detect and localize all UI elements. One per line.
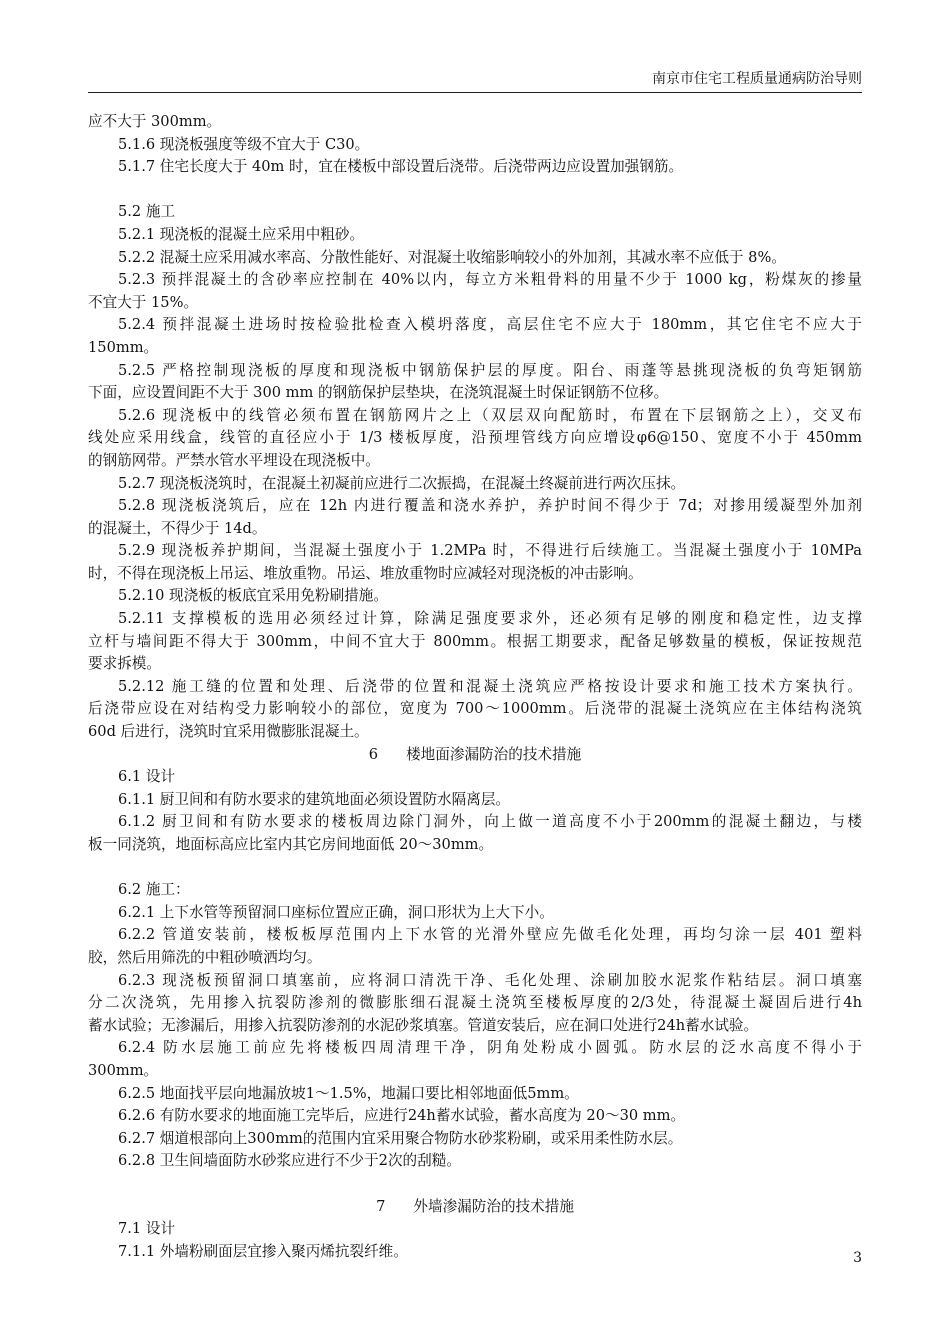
text-line: 胶，然后用筛洗的中粗砂喷洒均匀。 (88, 948, 322, 966)
section-heading-6-1: 6.1 设计 (118, 768, 176, 786)
clause-5-2-2: 5.2.2 混凝土应采用减水率高、分散性能好、对混凝土收缩影响较小的外加剂，其减水率不应低于 8%。 (118, 248, 786, 266)
clause-7-1-1: 7.1.1 外墙粉刷面层宜掺入聚丙烯抗裂纤维。 (118, 1242, 408, 1260)
chapter-title: 楼地面渗漏防治的技术措施 (406, 745, 582, 763)
blank-line (88, 1173, 862, 1196)
clause-6-2-2: 6.2.2 管道安装前，楼板板厚范围内上下水管的光滑外壁应先做毛化处理，再均匀涂一层 401 塑料 (118, 926, 862, 944)
clause-5-2-8: 5.2.8 现浇板浇筑后，应在 12h 内进行覆盖和浇水养护，养护时间不得少于 7d；对掺用缓凝型外加剂 (118, 497, 862, 515)
text-line: 板一同浇筑，地面标高应比室内其它房间地面低 20～30mm。 (88, 836, 494, 853)
clause-6-2-8: 6.2.8 卫生间墙面防水砂浆应进行不少于2次的刮糙。 (118, 1152, 461, 1170)
chapter-number: 6 (368, 745, 379, 763)
clause-5-1-7: 5.1.7 住宅长度大于 40m 时，宜在楼板中部设置后浇带。后浇带两边应设置加强钢筋。 (118, 158, 684, 176)
blank-line (88, 179, 862, 202)
text-line: 蓄水试验；无渗漏后，用掺入抗裂防渗剂的水泥砂浆填塞。管道安装后，应在洞口处进行24h蓄水试验。 (88, 1016, 759, 1034)
text-line: 分二次浇筑，先用掺入抗裂防渗剂的微膨胀细石混凝土浇筑至楼板厚度的2/3处，待混凝土凝固后进行4h (88, 994, 862, 1012)
clause-6-2-5: 6.2.5 地面找平层向地漏放坡1～1.5%，地漏口要比相邻地面低5mm。 (118, 1084, 579, 1102)
text-line: 300mm。 (88, 1061, 159, 1079)
clause-5-2-11: 5.2.11 支撑模板的选用必须经过计算，除满足强度要求外，还必须有足够的刚度和稳定性，边支撑 (118, 610, 862, 628)
clause-5-2-10: 5.2.10 现浇板的板底宜采用免粉刷措施。 (118, 587, 388, 605)
text-line: 时，不得在现浇板上吊运、堆放重物。吊运、堆放重物时应减轻对现浇板的冲击影响。 (88, 564, 643, 582)
running-header: 南京市住宅工程质量通病防治导则 (652, 71, 862, 87)
clause-5-2-7: 5.2.7 现浇板浇筑时，在混凝土初凝前应进行二次振捣，在混凝土终凝前进行两次压抹。 (118, 474, 686, 492)
clause-6-2-7: 6.2.7 烟道根部向上300mm的范围内宜采用聚合物防水砂浆粉刷，或采用柔性防水层。 (118, 1129, 683, 1147)
text-line: 的混凝土，不得少于 14d。 (88, 519, 267, 537)
text-line: 应不大于 300mm。 (88, 113, 222, 130)
chapter-number: 7 (376, 1197, 386, 1215)
clause-6-1-1: 6.1.1 厨卫间和有防水要求的建筑地面必须设置防水隔离层。 (118, 790, 511, 808)
clause-6-2-4: 6.2.4 防水层施工前应先将楼板四周清理干净，阴角处粉成小圆弧。防水层的泛水高度不得小于 (118, 1039, 862, 1057)
clause-6-2-3: 6.2.3 现浇板预留洞口填塞前，应将洞口清洗干净、毛化处理、涂刷加胶水泥浆作粘结层。洞口填塞 (118, 971, 862, 989)
clause-5-2-3: 5.2.3 预拌混凝土的含砂率应控制在 40%以内，每立方米粗骨料的用量不少于 1000 kg，粉煤灰的掺量 (118, 271, 862, 289)
section-heading-7-1: 7.1 设计 (118, 1220, 176, 1238)
document-body (88, 111, 862, 1263)
chapter-heading-7 (88, 1196, 862, 1219)
blank-line (88, 857, 862, 880)
clause-5-2-5: 5.2.5 严格控制现浇板的厚度和现浇板中钢筋保护层的厚度。阳台、雨蓬等悬挑现浇板的负弯矩钢筋 (118, 361, 862, 379)
clause-6-2-1: 6.2.1 上下水管等预留洞口座标位置应正确，洞口形状为上大下小。 (118, 903, 554, 921)
text-line: 要求拆模。 (88, 655, 161, 673)
clause-5-2-9: 5.2.9 现浇板养护期间，当混凝土强度小于 1.2MPa 时，不得进行后续施工。当混凝土强度小于 10MPa (118, 542, 862, 560)
clause-5-2-4: 5.2.4 预拌混凝土进场时按检验批检查入模坍落度，高层住宅不应大于 180mm，其它住宅不应大于 (118, 316, 862, 334)
section-heading-6-2: 6.2 施工： (118, 881, 190, 899)
chapter-heading-6 (88, 744, 862, 767)
text-line: 60d 后进行，浇筑时宜采用微膨胀混凝土。 (88, 723, 369, 741)
text-line: 下面，应设置间距不大于 300 mm 的钢筋保护层垫块，在浇筑混凝土时保证钢筋不位移。 (88, 384, 669, 402)
section-heading-5-2: 5.2 施工 (118, 203, 176, 221)
clause-5-2-12: 5.2.12 施工缝的位置和处理、后浇带的位置和混凝土浇筑应严格按设计要求和施工技术方案执行。 (118, 677, 862, 695)
clause-6-1-2: 6.1.2 厨卫间和有防水要求的楼板周边除门洞外，向上做一道高度不小于200mm的混凝土翻边，与楼 (118, 813, 862, 831)
text-line: 立杆与墙间距不得大于 300mm，中间不宜大于 800mm。根据工期要求，配备足够数量的模板，保证按规范 (88, 632, 862, 650)
chapter-title: 外墙渗漏防治的技术措施 (413, 1197, 574, 1215)
clause-6-2-6: 6.2.6 有防水要求的地面施工完毕后，应进行24h蓄水试验，蓄水高度为 20～30 mm。 (118, 1107, 686, 1125)
text-line: 150mm。 (88, 338, 159, 356)
text-line: 线处应采用线盒，线管的直径应小于 1/3 楼板厚度，沿预埋管线方向应增设φ6@150、宽度不小于 450mm (88, 429, 862, 447)
header-rule (88, 92, 862, 93)
page-number: 3 (853, 1250, 862, 1266)
text-line: 后浇带应设在对结构受力影响较小的部位，宽度为 700～1000mm。后浇带的混凝土浇筑应在主体结构浇筑 (88, 700, 862, 718)
text-line: 不宜大于 15%。 (88, 293, 199, 311)
clause-5-2-1: 5.2.1 现浇板的混凝土应采用中粗砂。 (118, 225, 365, 243)
clause-5-2-6: 5.2.6 现浇板中的线管必须布置在钢筋网片之上（双层双向配筋时，布置在下层钢筋之上），交叉布 (118, 406, 862, 424)
clause-5-1-6: 5.1.6 现浇板强度等级不宜大于 C30。 (118, 135, 370, 153)
text-line: 的钢筋网带。严禁水管水平埋设在现浇板中。 (88, 451, 380, 469)
